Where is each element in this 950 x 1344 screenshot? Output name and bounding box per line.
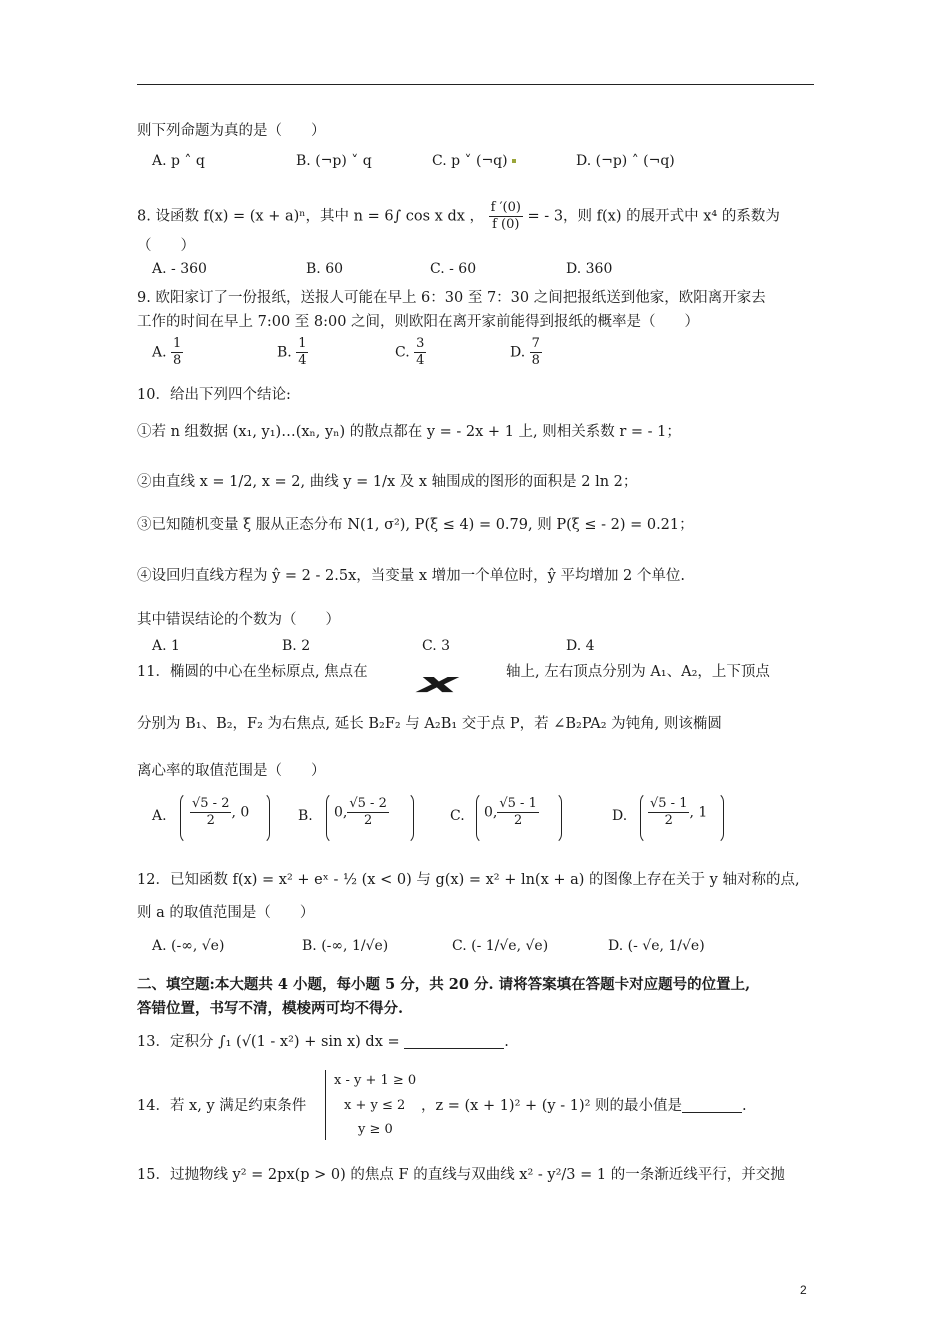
q8-stem-tail: （ ） [137,238,195,254]
q8-option-c: C. - 60 [430,261,477,277]
q13-answer-blank[interactable] [404,1036,504,1049]
q9-line-2: 工作的时间在早上 7:00 至 8:00 之间，则欧阳在离开家前能得到报纸的概率是（ ） [137,314,700,330]
q14-constraint-2: x + y ≤ 2 [344,1098,406,1113]
q11-option-c-expr: 0, $\frac{√5 - 1}{2}$ [484,796,537,828]
q7-option-a: A. p ˄ q [152,153,205,169]
q11-option-b-expr: 0, $\frac{√5 - 2}{2}$ [334,796,387,828]
section2-heading-line-1: 二、填空题:本大题共 4 小题，每小题 5 分，共 20 分. 请将答案填在答题卡对应题号的位置上, [137,976,751,993]
q11-option-a-label: A. [152,808,167,824]
q10-statement-2: ②由直线 x = 1/2, x = 2, 曲线 y = 1/x 及 x 轴围成的图形的面积是 2 ln 2； [137,474,638,490]
stray-dot-icon [512,159,516,163]
q14-constraint-1: x - y + 1 ≥ 0 [334,1073,417,1088]
q11-line-2: 分别为 B₁、B₂，F₂ 为右焦点, 延长 B₂F₂ 与 A₂B₁ 交于点 P，若 ∠B₂PA₂ 为钝角, 则该椭圆 [137,716,722,732]
q11-line-3: 离心率的取值范围是（ ） [137,763,326,779]
q8-fraction: $\frac{f '(0)}{f (0)}$ [490,200,521,232]
q14-tail: ，z = (x + 1)² + (y - 1)² 则的最小值是 . [421,1098,747,1114]
q14-stem: 14．若 x, y 满足约束条件 [137,1098,307,1114]
page-number: 2 [800,1283,807,1297]
q11-x-symbol: x [418,666,458,699]
q9-line-1: 9. 欧阳家订了一份报纸，送报人可能在早上 6：30 至 7：30 之间把报纸送到他家，欧阳离开家去 [137,290,766,306]
q9-option-a: A. $\frac{1}{8}$ [152,336,182,368]
q8-option-b: B. 60 [306,261,344,277]
section2-heading-line-2: 答错位置，书写不清，模棱两可均不得分. [137,1000,404,1017]
q12-line-1: 12．已知函数 f(x) = x² + eˣ - ½ (x < 0) 与 g(x) = x² + ln(x + a) 的图像上存在关于 y 轴对称的点, [137,872,800,888]
q10-option-c: C. 3 [422,638,451,654]
header-rule [137,84,814,85]
q7-option-d: D. (¬p) ˄ (¬q) [576,153,675,169]
q11-option-a-expr: $\frac{√5 - 2}{2}$ , 0 [192,796,250,828]
q10-option-d: D. 4 [566,638,595,654]
q9-option-d: D. $\frac{7}{8}$ [510,336,540,368]
q7-option-c: C. p ˅ (¬q) [432,151,516,171]
q12-option-d: D. (- √e, 1/√e) [608,938,705,954]
q10-stem: 10．给出下列四个结论: [137,387,291,403]
q11-option-d-expr: $\frac{√5 - 1}{2}$ , 1 [650,796,708,828]
q11-line-1a: 11．椭圆的中心在坐标原点, 焦点在 [137,664,368,680]
q14-constraint-3: y ≥ 0 [358,1122,393,1137]
q8-stem: 8. 设函数 f(x) = (x + a)ⁿ，其中 n = 6∫ cos x dx ， $\frac{f '(0)}{f (0)}$ = - 3，则 f(x) 的展开式中 x⁴ 的系数为 [137,200,780,232]
q12-option-b: B. (-∞, 1/√e) [302,938,389,954]
q10-option-a: A. 1 [152,638,180,654]
q7-stem: 则下列命题为真的是（ ） [137,123,326,139]
q12-option-c: C. (- 1/√e, √e) [452,938,549,954]
q11-line-1b: 轴上, 左右顶点分别为 A₁、A₂，上下顶点 [506,664,770,680]
q13-line: 13．定积分 ∫₁ (√(1 - x²) + sin x) dx = . [137,1034,509,1050]
q14-brace [325,1070,332,1140]
q12-line-2: 则 a 的取值范围是（ ） [137,905,315,921]
q7-option-b: B. (¬p) ˅ q [296,153,372,169]
q11-option-d-label: D. [612,808,628,824]
q15-line-1: 15．过抛物线 y² = 2px(p > 0) 的焦点 F 的直线与双曲线 x² - y²/3 = 1 的一条渐近线平行，并交抛 [137,1167,785,1183]
q8-option-d: D. 360 [566,261,613,277]
q10-statement-4: ④设回归直线方程为 ŷ = 2 - 2.5x，当变量 x 增加一个单位时，ŷ 平均增加 2 个单位. [137,568,685,584]
q9-option-c: C. $\frac{3}{4}$ [395,336,425,368]
q9-option-b: B. $\frac{1}{4}$ [277,336,307,368]
q14-answer-blank[interactable] [682,1100,742,1113]
q11-option-c-label: C. [450,808,465,824]
q10-tail: 其中错误结论的个数为（ ） [137,612,340,628]
q11-option-b-label: B. [298,808,313,824]
q12-option-a: A. (-∞, √e) [152,938,225,954]
q10-option-b: B. 2 [282,638,311,654]
q8-option-a: A. - 360 [152,261,207,277]
q10-statement-1: ①若 n 组数据 (x₁, y₁)…(xₙ, yₙ) 的散点都在 y = - 2x + 1 上, 则相关系数 r = - 1； [137,424,681,440]
q10-statement-3: ③已知随机变量 ξ 服从正态分布 N(1, σ²), P(ξ ≤ 4) = 0.79, 则 P(ξ ≤ - 2) = 0.21； [137,517,694,533]
